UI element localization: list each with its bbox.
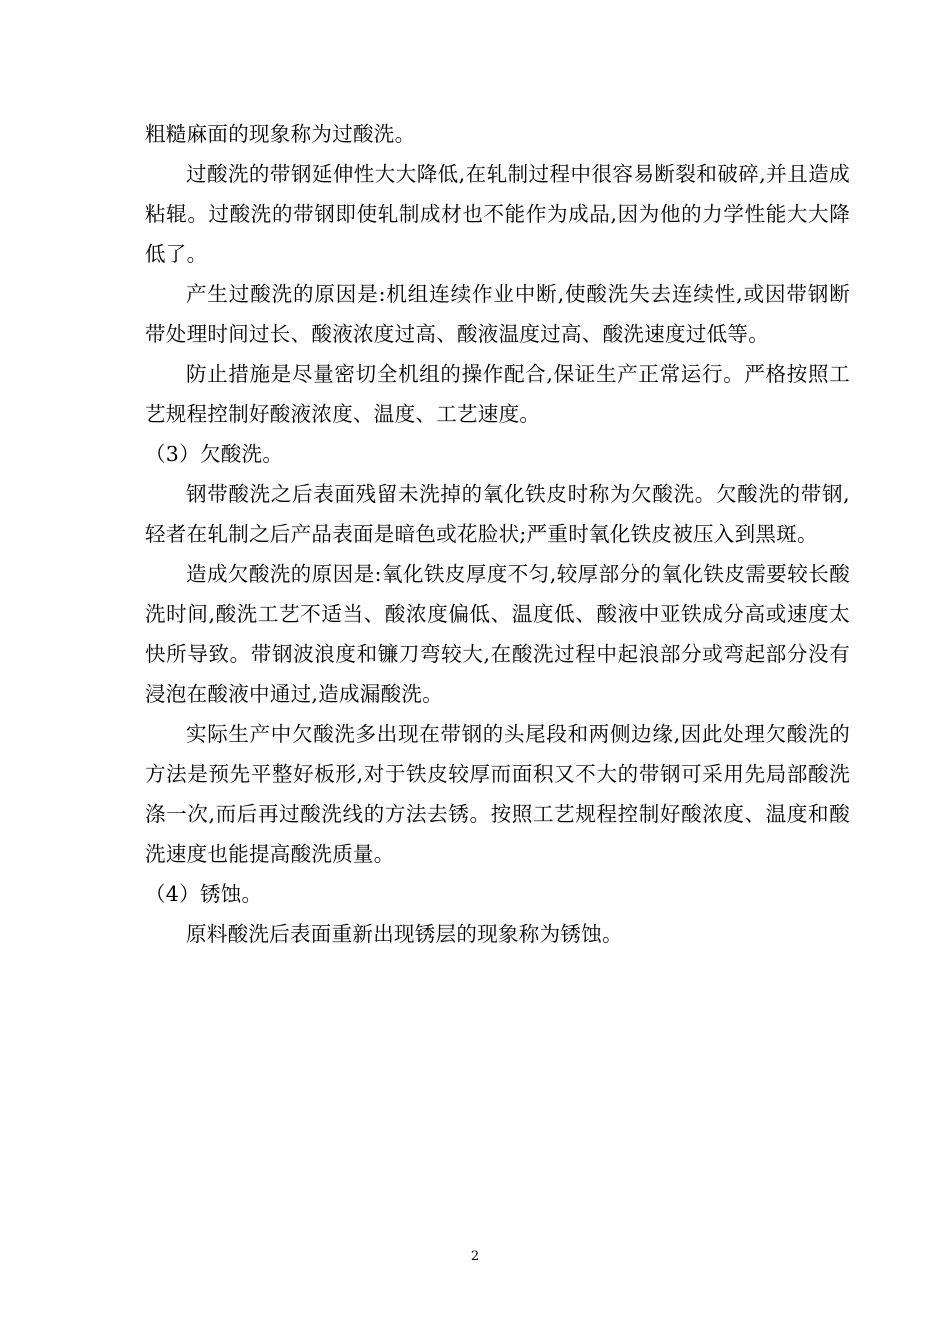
page-number: 2 xyxy=(470,1249,480,1264)
paragraph: 产生过酸洗的原因是:机组连续作业中断,使酸洗失去连续性,或因带钢断带处理时间过长、酸液浓度过高、酸液温度过高、酸洗速度过低等。 xyxy=(145,282,850,346)
paragraph: 原料酸洗后表面重新出现锈层的现象称为锈蚀。 xyxy=(186,922,623,946)
paragraph: 过酸洗的带钢延伸性大大降低,在轧制过程中很容易断裂和破碎,并且造成粘辊。过酸洗的带钢即使轧制成材也不能作为成品,因为他的力学性能大大降低了。 xyxy=(145,162,850,266)
paragraph: 造成欠酸洗的原因是:氧化铁皮厚度不匀,较厚部分的氧化铁皮需要较长酸洗时间,酸洗工艺不适当、酸浓度偏低、温度低、酸液中亚铁成分高或速度太快所导致。带钢波浪度和镰刀弯较大,在酸洗过程中起浪部分或弯起部分没有浸泡在酸液中通过,造成漏酸洗。 xyxy=(145,562,850,706)
section-heading: （4）锈蚀。 xyxy=(145,882,263,906)
paragraph: 实际生产中欠酸洗多出现在带钢的头尾段和两侧边缘,因此处理欠酸洗的方法是预先平整好板形,对于铁皮较厚而面积又不大的带钢可采用先局部酸洗涤一次,而后再过酸洗线的方法去锈。按照工艺规程控制好酸浓度、温度和酸洗速度也能提高酸洗质量。 xyxy=(145,722,850,866)
paragraph: 钢带酸洗之后表面残留未洗掉的氧化铁皮时称为欠酸洗。欠酸洗的带钢,轻者在轧制之后产品表面是暗色或花脸状;严重时氧化铁皮被压入到黑斑。 xyxy=(145,482,850,546)
paragraph: 粗糙麻面的现象称为过酸洗。 xyxy=(145,122,416,146)
section-heading: （3）欠酸洗。 xyxy=(145,442,284,466)
paragraph: 防止措施是尽量密切全机组的操作配合,保证生产正常运行。严格按照工艺规程控制好酸液浓度、温度、工艺速度。 xyxy=(145,362,850,426)
body-text xyxy=(145,114,850,954)
